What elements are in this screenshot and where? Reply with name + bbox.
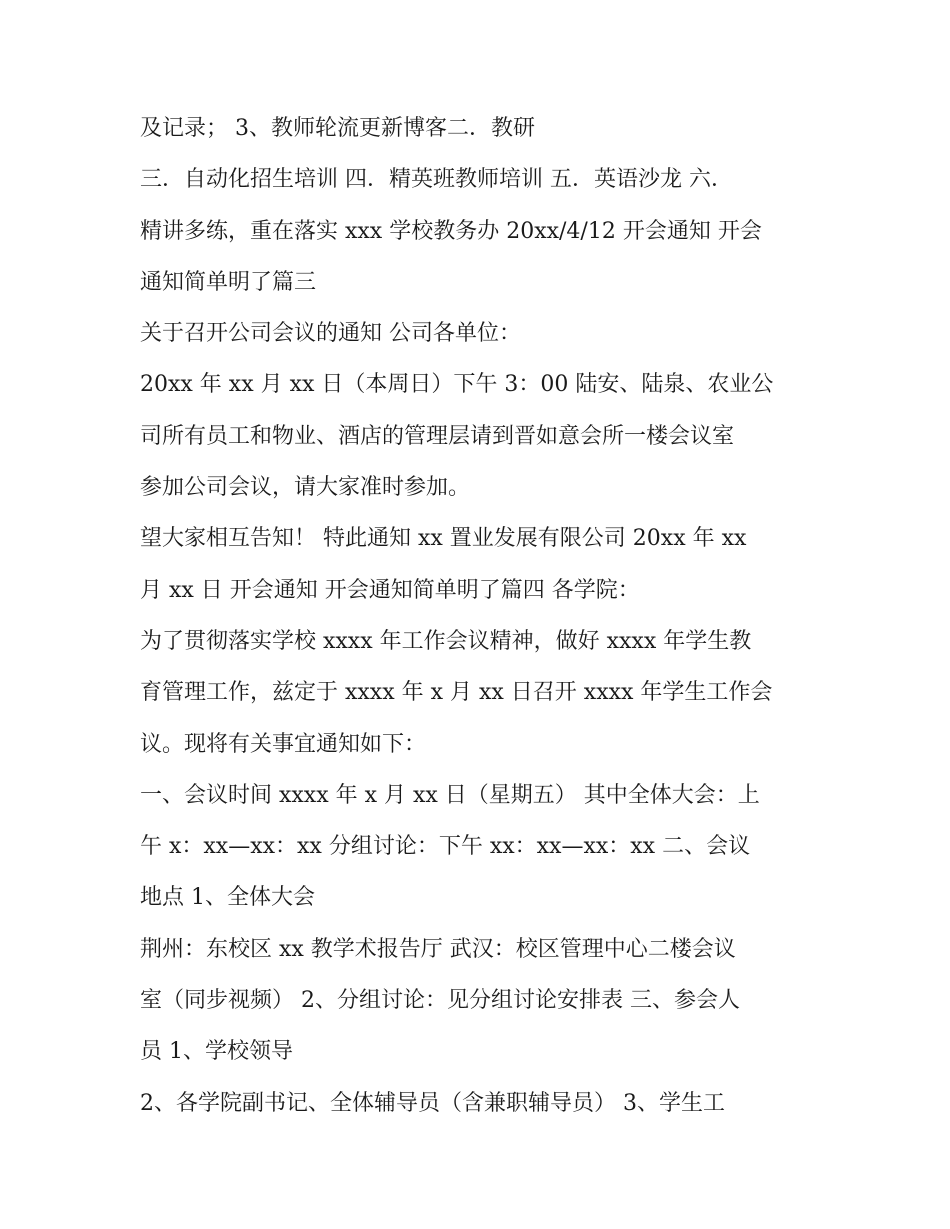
text-line: 通知简单明了篇三 — [140, 269, 317, 295]
text-line: 月 xx 日 开会通知 开会通知简单明了篇四 各学院： — [140, 577, 640, 603]
text-line: 精讲多练，重在落实 xxx 学校教务办 20xx/4/12 开会通知 开会 — [140, 218, 762, 244]
text-line: 2、各学院副书记、全体辅导员（含兼职辅导员） 3、学生工 — [140, 1090, 725, 1116]
text-line: 望大家相互告知！ 特此通知 xx 置业发展有限公司 20xx 年 xx — [140, 526, 747, 552]
text-line: 员 1、学校领导 — [140, 1039, 293, 1065]
text-line: 一、会议时间 xxxx 年 x 月 xx 日（星期五） 其中全体大会：上 — [140, 782, 760, 808]
text-line: 地点 1、全体大会 — [140, 885, 315, 911]
text-line: 议。现将有关事宜通知如下： — [140, 731, 427, 757]
text-line: 20xx 年 xx 月 xx 日（本周日）下午 3：00 陆安、陆泉、农业公 — [140, 372, 774, 398]
text-line: 室（同步视频） 2、分组讨论：见分组讨论安排表 三、参会人 — [140, 988, 740, 1014]
document-body — [140, 103, 830, 1129]
text-line: 参加公司会议，请大家准时参加。 — [140, 475, 471, 501]
text-line: 育管理工作，兹定于 xxxx 年 x 月 xx 日召开 xxxx 年学生工作会 — [140, 680, 773, 706]
text-line: 荆州：东校区 xx 教学术报告厅 武汉：校区管理中心二楼会议 — [140, 936, 736, 962]
text-line: 关于召开公司会议的通知 公司各单位： — [140, 321, 521, 347]
text-line: 及记录； 3、教师轮流更新博客二．教研 — [140, 116, 535, 141]
text-line: 为了贯彻落实学校 xxxx 年工作会议精神，做好 xxxx 年学生教 — [140, 628, 752, 654]
text-line: 三．自动化招生培训 四．精英班教师培训 五．英语沙龙 六． — [140, 167, 733, 193]
text-line: 午 x：xx—xx：xx 分组讨论：下午 xx：xx—xx：xx 二、会议 — [140, 834, 751, 860]
text-line: 司所有员工和物业、酒店的管理层请到晋如意会所一楼会议室 — [140, 423, 735, 449]
